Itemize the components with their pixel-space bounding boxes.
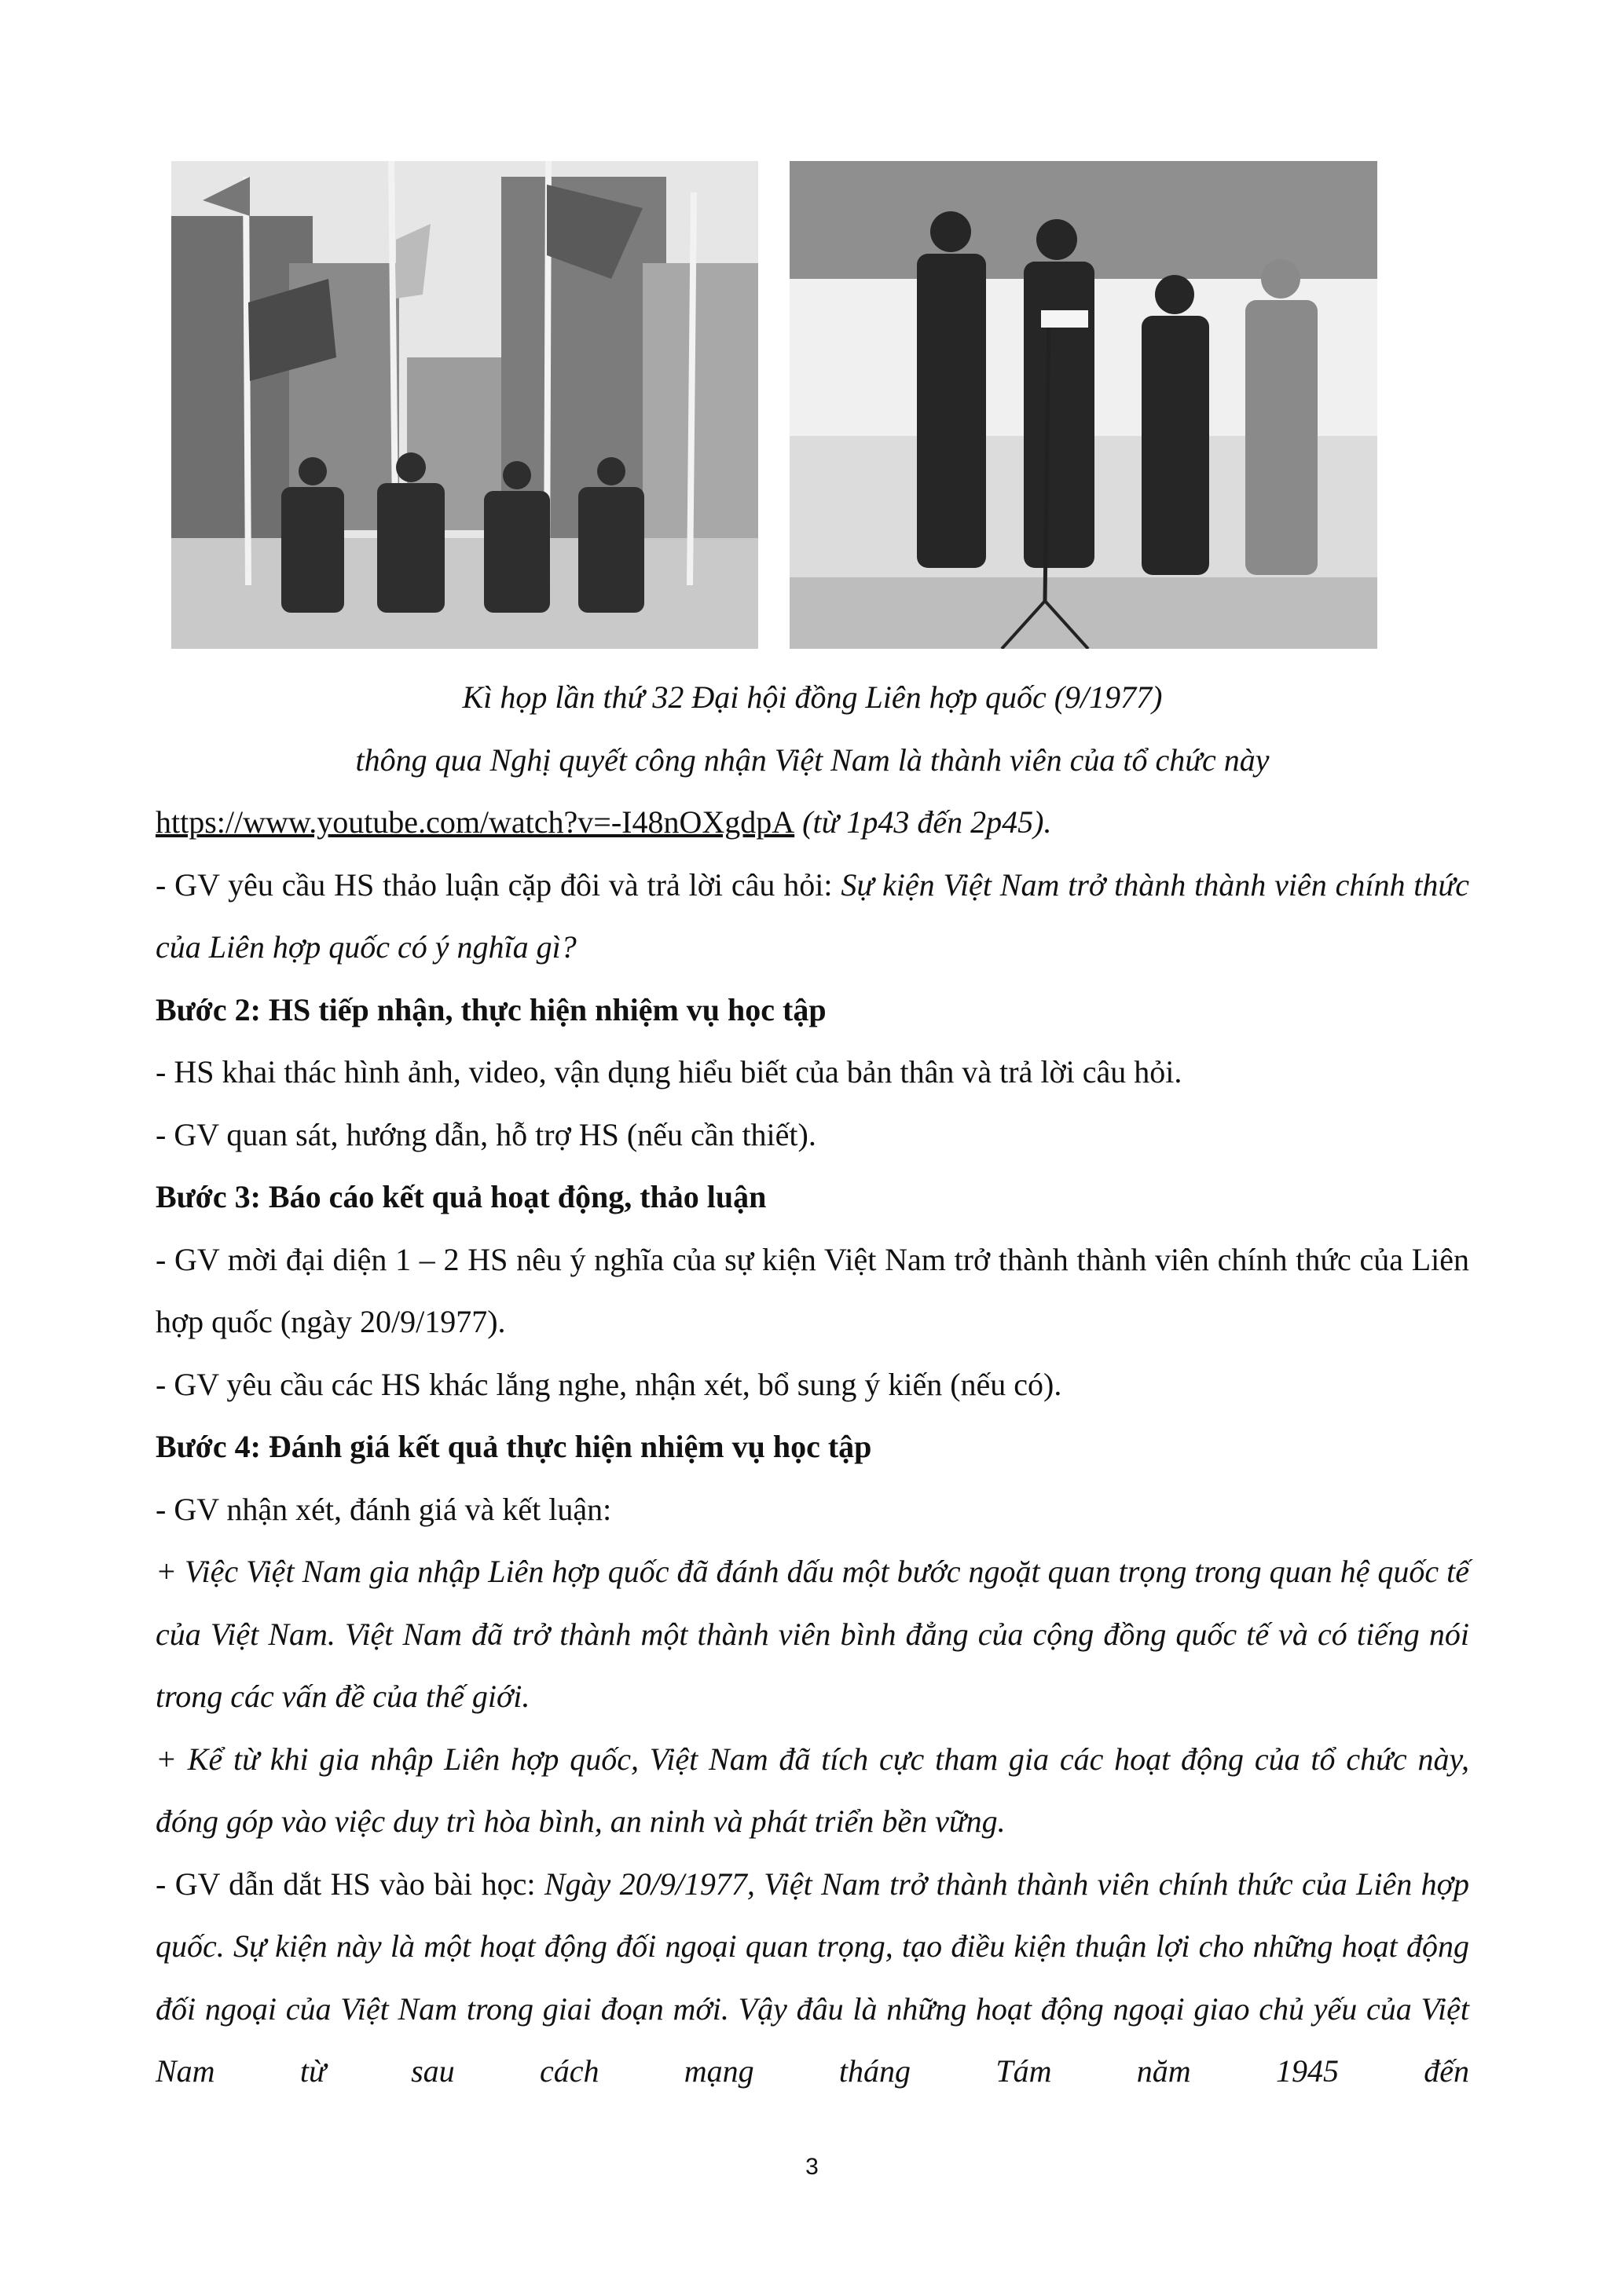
lead-in-prefix: - GV dẫn dắt HS vào bài học: xyxy=(156,1866,544,1902)
step-2-item-1: - HS khai thác hình ảnh, video, vận dụng hiểu biết của bản thân và trả lời câu hỏi. xyxy=(156,1054,1182,1089)
photo-officials-speech-icon xyxy=(790,161,1377,649)
figure-caption-line-1: Kì họp lần thứ 32 Đại hội đồng Liên hợp quốc (9/1977) xyxy=(462,679,1163,715)
lead-in-paragraph xyxy=(156,1853,1469,2103)
task-prefix: - GV yêu cầu HS thảo luận cặp đôi và trả lời câu hỏi: xyxy=(156,866,841,903)
officials-speech-photo xyxy=(790,161,1377,649)
step-4-point-1: + Việc Việt Nam gia nhập Liên hợp quốc đã đánh dấu một bước ngoặt quan trọng trong quan hệ quốc tế của Việt Nam. Việt Nam đã trở thành một thành viên bình đẳng của cộng đồng quốc tế và có tiếng nói trong các vấn đề của thế giới. xyxy=(156,1554,1469,1714)
flag-raising-photo xyxy=(171,161,758,649)
step-3-item-2: - GV yêu cầu các HS khác lắng nghe, nhận xét, bổ sung ý kiến (nếu có). xyxy=(156,1366,1062,1402)
step-4-point-2: + Kể từ khi gia nhập Liên hợp quốc, Việt Nam đã tích cực tham gia các hoạt động của tổ chức này, đóng góp vào việc duy trì hòa bình, an ninh và phát triển bền vững. xyxy=(156,1741,1469,1839)
step-4-intro: - GV nhận xét, đánh giá và kết luận: xyxy=(156,1491,612,1527)
figure-caption-line-2: thông qua Nghị quyết công nhận Việt Nam là thành viên của tổ chức này xyxy=(355,742,1270,778)
step-3-heading: Bước 3: Báo cáo kết quả hoạt động, thảo luận xyxy=(156,1179,767,1214)
page-number: 3 xyxy=(805,2154,819,2180)
video-link[interactable]: https://www.youtube.com/watch?v=-I48nOXgdpA xyxy=(156,804,795,840)
step-2-item-2: - GV quan sát, hướng dẫn, hỗ trợ HS (nếu cần thiết). xyxy=(156,1116,816,1152)
step-3-item-1: - GV mời đại diện 1 – 2 HS nêu ý nghĩa của sự kiện Việt Nam trở thành thành viên chính thức của Liên hợp quốc (ngày 20/9/1977). xyxy=(156,1241,1469,1339)
task-paragraph xyxy=(156,854,1469,979)
task-question: Sự kiện Việt Nam trở thành thành viên chính thức của Liên hợp quốc có ý nghĩa gì? xyxy=(156,866,1469,965)
step-2-heading: Bước 2: HS tiếp nhận, thực hiện nhiệm vụ học tập xyxy=(156,991,827,1027)
step-4-heading: Bước 4: Đánh giá kết quả thực hiện nhiệm vụ học tập xyxy=(156,1429,872,1464)
document-body xyxy=(156,666,1469,2103)
video-reference xyxy=(156,791,1469,854)
video-time-note: (từ 1p43 đến 2p45). xyxy=(794,804,1052,840)
photo-flag-raising-icon xyxy=(171,161,758,649)
lead-in-text: Ngày 20/9/1977, Việt Nam trở thành thành viên chính thức của Liên hợp quốc. Sự kiện này là một hoạt động đối ngoại quan trọng, tạo điều kiện thuận lợi cho những hoạt động đối ngoại của Việt Nam trong giai đoạn mới. Vậy đâu là những hoạt động ngoại giao chủ yếu của Việt Nam từ sau cách mạng tháng Tám năm 1945 đến xyxy=(156,1866,1469,2089)
